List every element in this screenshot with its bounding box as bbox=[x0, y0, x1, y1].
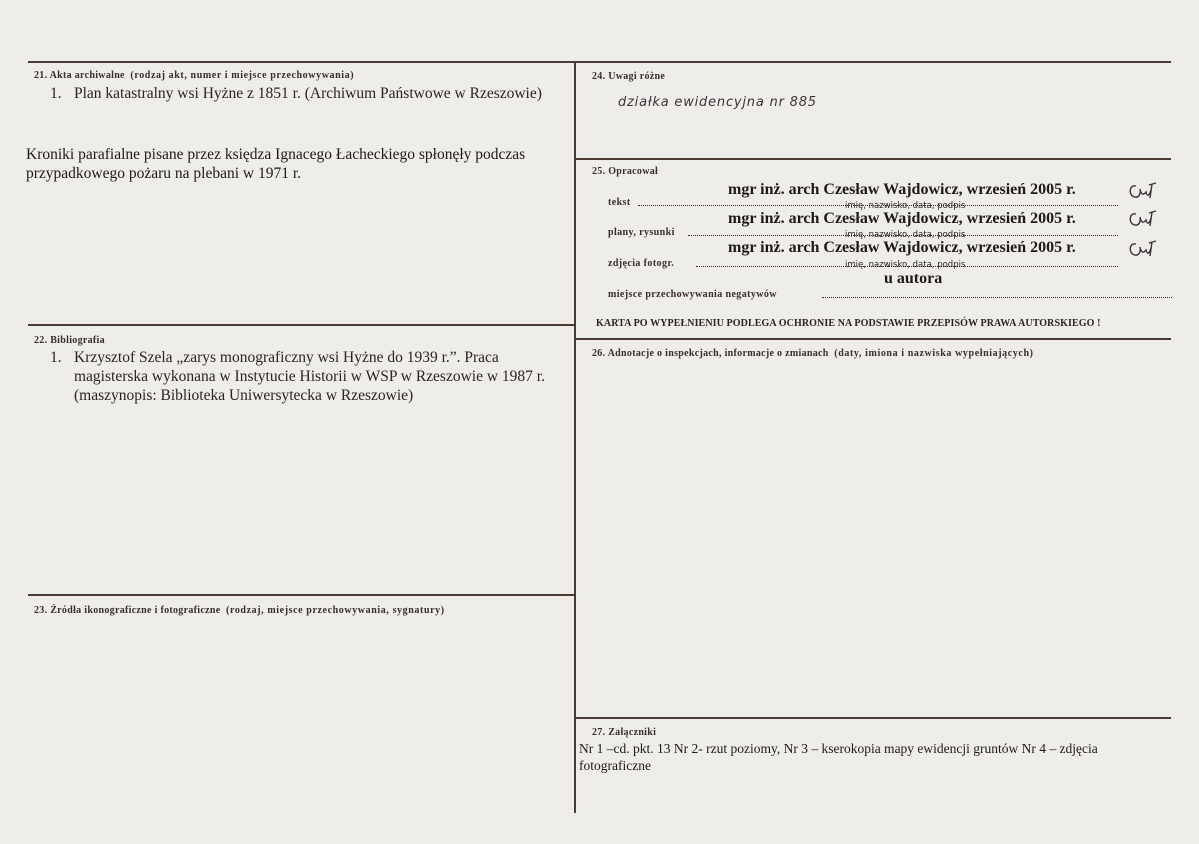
author-plans-value: mgr inż. arch Czesław Wajdowicz, wrzesień 2005 r. bbox=[728, 210, 1076, 227]
copyright-notice: KARTA PO WYPEŁNIENIU PODLEGA OCHRONIE NA PODSTAWIE PRZEPISÓW PRAWA AUTORSKIEGO ! bbox=[596, 318, 1101, 329]
rule-24-25 bbox=[576, 158, 1171, 160]
dotted-line bbox=[822, 297, 1172, 298]
signature-caption: imię, nazwisko, data, podpis bbox=[845, 260, 966, 270]
section-21-label: 21. Akta archiwalne (rodzaj akt, numer i miejsce przechowywania) bbox=[34, 70, 355, 81]
author-photos-value: mgr inż. arch Czesław Wajdowicz, wrzesień 2005 r. bbox=[728, 239, 1076, 256]
rule-26-27 bbox=[576, 717, 1171, 719]
row-label-text: tekst bbox=[608, 197, 631, 208]
section-23-label: 23. Źródła ikonograficzne i fotograficzne (rodzaj, miejsce przechowywania, sygnatury) bbox=[34, 605, 445, 616]
section-22-label: 22. Bibliografia bbox=[34, 335, 105, 346]
section-27-label: 27. Załączniki bbox=[592, 727, 657, 738]
archive-item-text: Plan katastralny wsi Hyżne z 1851 r. (Archiwum Państwowe w Rzeszowie) bbox=[74, 85, 542, 102]
signature-caption: imię, nazwisko, data, podpis bbox=[845, 201, 966, 211]
rule-25-26 bbox=[576, 338, 1171, 340]
section-24-label: 24. Uwagi różne bbox=[592, 71, 666, 82]
handwritten-parcel-note: działka ewidencyjna nr 885 bbox=[618, 95, 817, 110]
section-26-label: 26. Adnotacje o inspekcjach, informacje o zmianach (daty, imiona i nazwiska wypełniających) bbox=[592, 348, 1034, 359]
author-text-value: mgr inż. arch Czesław Wajdowicz, wrzesień 2005 r. bbox=[728, 181, 1076, 198]
attachments-text: Nr 1 –cd. pkt. 13 Nr 2- rzut poziomy, Nr 3 – kserokopia mapy ewidencji gruntów Nr 4 – zdjęcia fotograficzne bbox=[579, 741, 1098, 773]
negatives-label: miejsce przechowywania negatywów bbox=[608, 289, 777, 300]
rule-22-23 bbox=[28, 594, 576, 596]
row-label-plans: plany, rysunki bbox=[608, 227, 675, 238]
signature-icon bbox=[1126, 208, 1158, 230]
signature-icon bbox=[1126, 238, 1158, 260]
bibliography-item-text: Krzysztof Szela „zarys monograficzny wsi Hyżne do 1939 r.”. Praca magisterska wykonana w Instytucie Historii w WSP w Rzeszowie w 1987 r. (maszynopis: Biblioteka Uniwersytecka w Rzeszowie) bbox=[74, 349, 545, 404]
signature-caption: imię, nazwisko, data, podpis bbox=[845, 230, 966, 240]
column-divider bbox=[574, 61, 576, 813]
list-number: 1. bbox=[50, 349, 62, 366]
archive-note: Kroniki parafialne pisane przez księdza Ignacego Łacheckiego spłonęły podczas przypadkowego pożaru na plebani w 1971 r. bbox=[26, 146, 526, 182]
top-rule bbox=[28, 61, 1171, 63]
section-25-label: 25. Opracował bbox=[592, 166, 659, 177]
negatives-value: u autora bbox=[884, 270, 943, 287]
list-number: 1. bbox=[50, 85, 62, 102]
rule-21-22 bbox=[28, 324, 576, 326]
signature-icon bbox=[1126, 180, 1158, 202]
row-label-photos: zdjęcia fotogr. bbox=[608, 258, 675, 269]
